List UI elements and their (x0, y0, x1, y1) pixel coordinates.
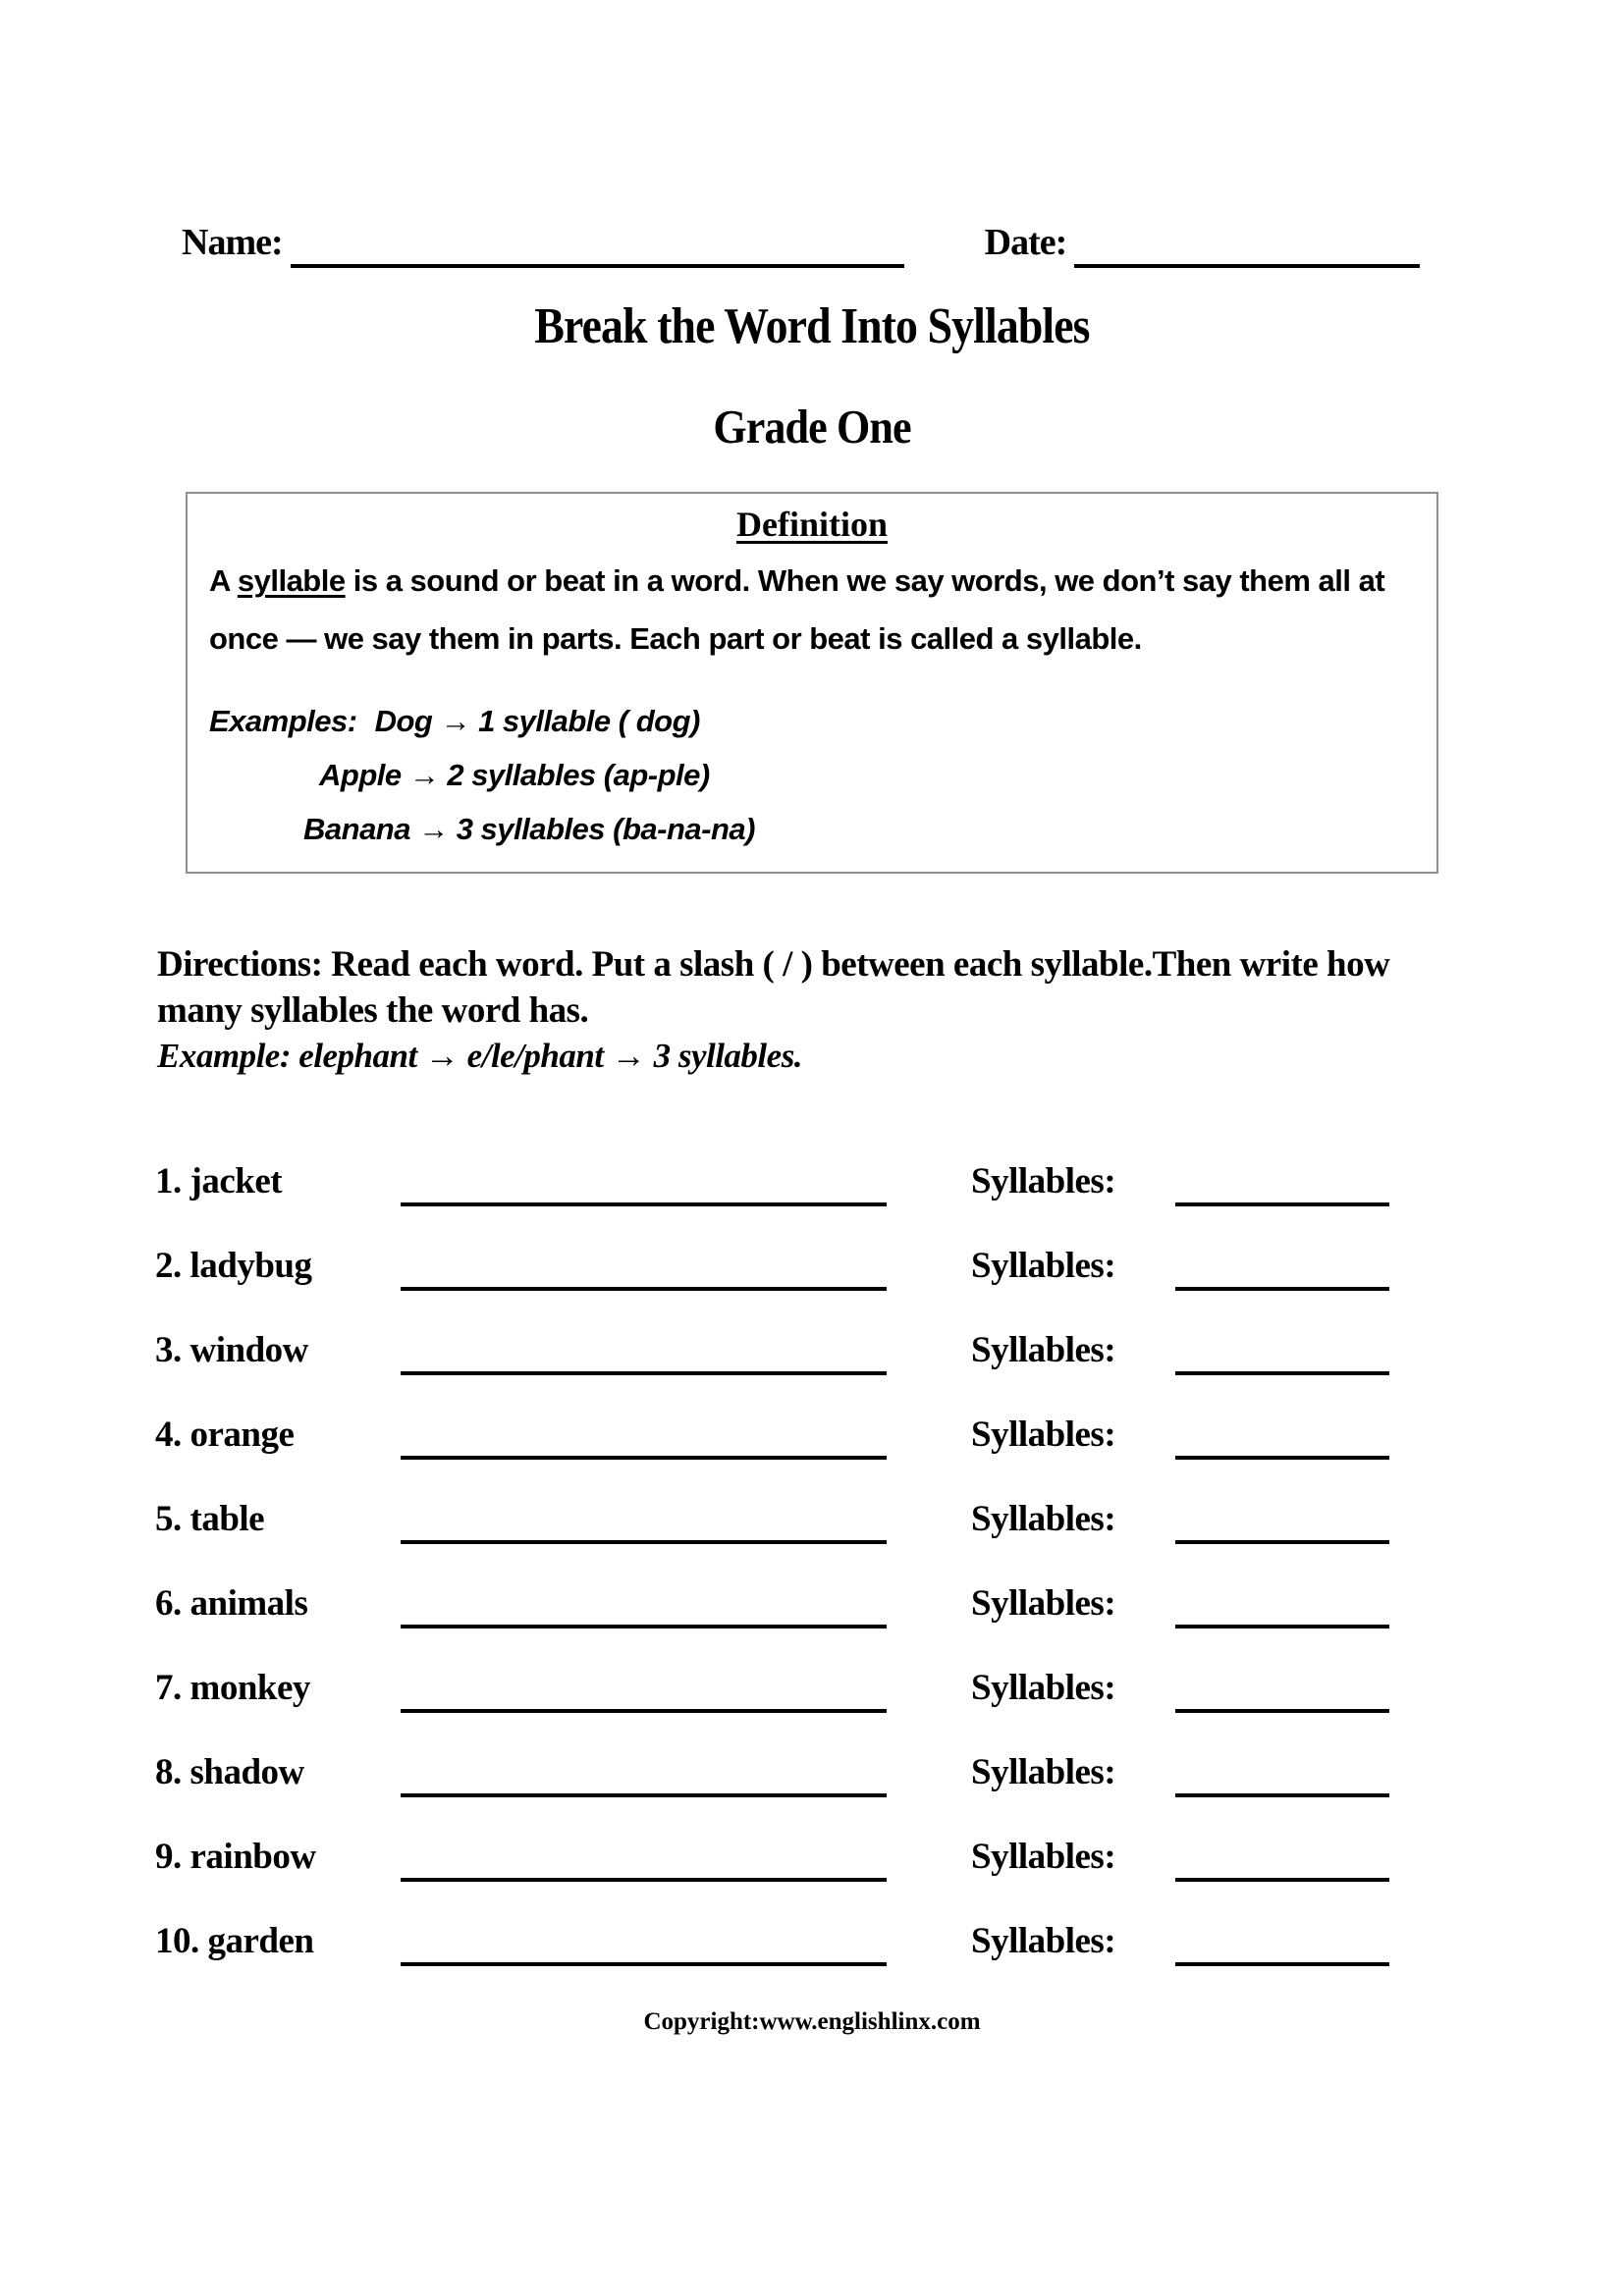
definition-underlined-word: syllable (237, 563, 346, 598)
example-apple: Apple → 2 syllables (ap-ple) (319, 757, 710, 792)
definition-box (186, 492, 1438, 874)
word-label (155, 1245, 401, 1287)
word-label (155, 1329, 401, 1371)
word-text: orange (189, 1414, 295, 1455)
definition-body-prefix: A (209, 563, 238, 598)
directions-block (157, 942, 1428, 1077)
word-number: 7. (155, 1667, 182, 1708)
word-blank-line (401, 1836, 887, 1882)
name-label: Name: (182, 222, 283, 263)
word-number: 2. (155, 1245, 182, 1286)
word-label (155, 1160, 401, 1202)
name-blank-line (291, 221, 904, 268)
word-row-10 (155, 1920, 1624, 1967)
word-label (155, 1836, 401, 1878)
word-label (155, 1582, 401, 1625)
word-text: monkey (189, 1667, 310, 1708)
example-banana: Banana → 3 syllables (ba-na-na) (303, 812, 755, 847)
word-row-4 (155, 1414, 1624, 1461)
word-text: rainbow (189, 1836, 316, 1877)
example-line-2 (319, 748, 1415, 802)
word-text: table (189, 1498, 265, 1539)
syllables-label: Syllables: (971, 1836, 1116, 1877)
word-number: 9. (155, 1836, 182, 1877)
syllables-blank-line (1175, 1751, 1389, 1797)
word-blank-line (401, 1920, 887, 1966)
definition-heading: Definition (735, 505, 888, 544)
examples-label: Examples: (209, 703, 357, 738)
copyright-text: Copyright:www.englishlinx.com (643, 2007, 981, 2035)
syllables-label: Syllables: (971, 1582, 1116, 1624)
word-number: 4. (155, 1414, 182, 1455)
word-number: 8. (155, 1751, 182, 1792)
word-blank-line (401, 1751, 887, 1797)
syllables-blank-line (1175, 1414, 1389, 1460)
word-text: shadow (189, 1751, 304, 1792)
word-row-9 (155, 1836, 1624, 1883)
date-label: Date: (984, 222, 1067, 263)
word-blank-line (401, 1414, 887, 1460)
word-number: 1. (155, 1160, 182, 1201)
word-number: 10. (155, 1920, 199, 1961)
syllables-blank-line (1175, 1329, 1389, 1375)
syllables-blank-line (1175, 1498, 1389, 1544)
word-list (155, 1160, 1624, 1967)
syllables-label: Syllables: (971, 1414, 1116, 1455)
word-row-1 (155, 1160, 1624, 1207)
page-title: Break the Word Into Syllables (534, 298, 1090, 354)
syllables-label: Syllables: (971, 1329, 1116, 1370)
example-line-3 (303, 802, 1415, 856)
syllables-blank-line (1175, 1582, 1389, 1629)
syllables-label: Syllables: (971, 1160, 1116, 1201)
definition-examples (209, 694, 1415, 857)
syllables-blank-line (1175, 1667, 1389, 1713)
word-blank-line (401, 1245, 887, 1291)
example-dog: Dog → 1 syllable ( dog) (374, 703, 700, 738)
example-line-1 (209, 694, 1415, 748)
word-label (155, 1414, 401, 1456)
date-blank-line (1074, 221, 1420, 268)
word-blank-line (401, 1329, 887, 1375)
word-blank-line (401, 1160, 887, 1206)
word-row-2 (155, 1245, 1624, 1292)
word-text: ladybug (189, 1245, 312, 1286)
word-number: 3. (155, 1329, 182, 1370)
word-row-3 (155, 1329, 1624, 1376)
word-blank-line (401, 1498, 887, 1544)
page-subtitle: Grade One (713, 400, 911, 454)
word-text: animals (189, 1582, 308, 1624)
word-row-5 (155, 1498, 1624, 1545)
definition-body-rest: is a sound or beat in a word. When we say words, we don’t say them all at once — we say them in parts. Each part or beat is called a syllable. (209, 563, 1385, 656)
word-text: garden (207, 1920, 314, 1961)
word-number: 6. (155, 1582, 182, 1624)
word-row-6 (155, 1582, 1624, 1629)
syllables-label: Syllables: (971, 1245, 1116, 1286)
word-blank-line (401, 1582, 887, 1629)
word-label (155, 1667, 401, 1709)
syllables-label: Syllables: (971, 1498, 1116, 1539)
word-text: window (189, 1329, 308, 1370)
syllables-blank-line (1175, 1920, 1389, 1966)
name-date-row (182, 221, 1437, 268)
syllables-label: Syllables: (971, 1751, 1116, 1792)
syllables-blank-line (1175, 1836, 1389, 1882)
directions-text: Directions: Read each word. Put a slash ( / ) between each syllable.Then write how many syllables the word has. (157, 944, 1390, 1031)
word-number: 5. (155, 1498, 182, 1539)
word-text: jacket (189, 1160, 283, 1201)
word-row-8 (155, 1751, 1624, 1798)
word-label (155, 1751, 401, 1793)
word-row-7 (155, 1667, 1624, 1714)
syllables-label: Syllables: (971, 1667, 1116, 1708)
definition-body (209, 553, 1415, 668)
directions-example: Example: elephant → e/le/phant → 3 syllables. (157, 1036, 803, 1075)
word-label (155, 1920, 401, 1962)
syllables-blank-line (1175, 1245, 1389, 1291)
word-label (155, 1498, 401, 1540)
syllables-label: Syllables: (971, 1920, 1116, 1961)
word-blank-line (401, 1667, 887, 1713)
syllables-blank-line (1175, 1160, 1389, 1206)
